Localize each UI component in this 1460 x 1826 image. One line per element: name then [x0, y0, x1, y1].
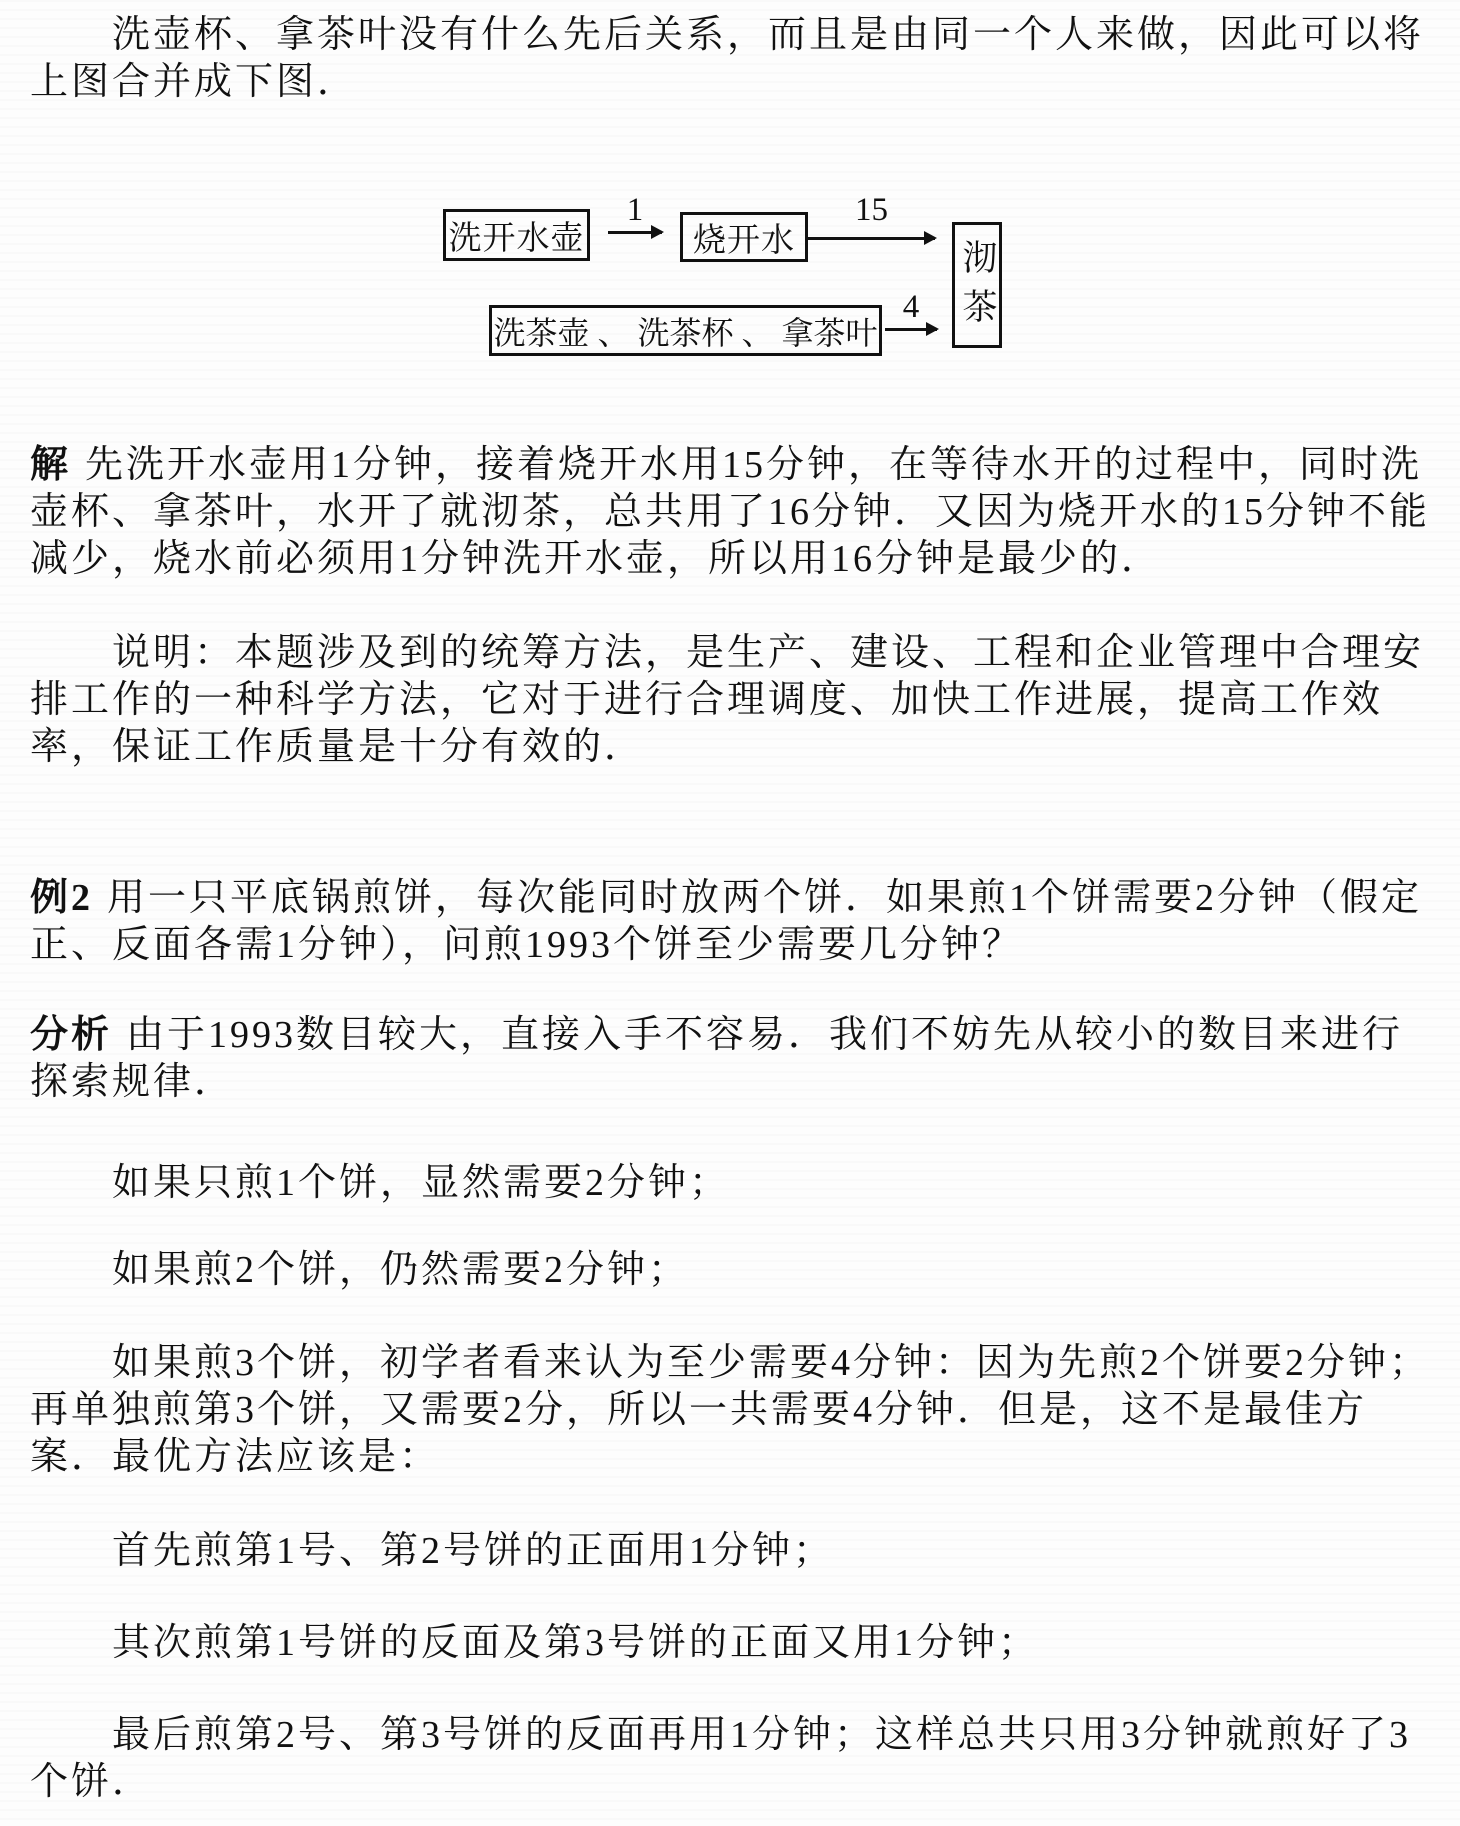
- analysis-label: 分析: [30, 1014, 113, 1056]
- arrow-label-4-minutes: 4: [902, 289, 920, 325]
- arrow-label-15-minutes: 15: [855, 192, 888, 228]
- arrow-icon: [808, 237, 935, 240]
- solution-label: 解: [30, 444, 72, 486]
- diagram-box-boil-water: 烧开水: [680, 212, 808, 262]
- paragraph-example2: [30, 875, 1432, 969]
- paragraph-step-last: 最后煎第2号、第3号饼的反面再用1分钟；这样总共只用3分钟就煎好了3个饼．: [30, 1714, 1412, 1803]
- arrow-icon: [885, 328, 937, 331]
- diagram-box-brew-tea: 沏茶: [952, 222, 1002, 348]
- example2-text: 用一只平底锅煎饼，每次能同时放两个饼．如果煎1个饼需要2分钟（假定正、反面各需1分钟），问煎1993个饼至少需要几分钟？: [30, 877, 1423, 966]
- paragraph-intro: 洗壶杯、拿茶叶没有什么先后关系，而且是由同一个人来做，因此可以将上图合并成下图．: [30, 14, 1425, 103]
- diagram-box-wash-teapot-cups-get-tea: 洗茶壶 、 洗茶杯 、 拿茶叶: [489, 305, 882, 356]
- paragraph-case-3-pancakes: 如果煎3个饼，初学者看来认为至少需要4分钟：因为先煎2个饼要2分钟；再单独煎第3个饼，又需要2分，所以一共需要4分钟．但是，这不是最佳方案．最优方法应该是：: [30, 1342, 1431, 1478]
- analysis-text: 由于1993数目较大，直接入手不容易．我们不妨先从较小的数目来进行探索规律．: [30, 1014, 1404, 1103]
- arrow-label-1-minute: 1: [626, 192, 644, 228]
- paragraph-remark: 说明：本题涉及到的统筹方法，是生产、建设、工程和企业管理中合理安排工作的一种科学方法，它对于进行合理调度、加快工作进展，提高工作效率，保证工作质量是十分有效的．: [30, 632, 1425, 768]
- solution-text: 先洗开水壶用1分钟，接着烧开水用15分钟，在等待水开的过程中，同时洗壶杯、拿茶叶，水开了就沏茶，总共用了16分钟．又因为烧开水的15分钟不能减少，烧水前必须用1分钟洗开水壶，所以用16分钟是最少的．: [30, 444, 1431, 580]
- paragraph-case-2-pancakes: 如果煎2个饼，仍然需要2分钟；: [112, 1249, 690, 1291]
- paragraph-analysis: [30, 1012, 1432, 1106]
- paragraph-solution: [30, 442, 1432, 583]
- paragraph-step-second: 其次煎第1号饼的反面及第3号饼的正面又用1分钟；: [112, 1622, 1040, 1664]
- paragraph-step-first: 首先煎第1号、第2号饼的正面用1分钟；: [112, 1530, 835, 1572]
- paragraph-case-1-pancake: 如果只煎1个饼，显然需要2分钟；: [112, 1162, 731, 1204]
- example2-label: 例2: [30, 877, 94, 919]
- diagram-box-wash-kettle: 洗开水壶: [443, 209, 590, 261]
- arrow-icon: [608, 231, 662, 234]
- tea-flow-diagram: [30, 106, 1432, 376]
